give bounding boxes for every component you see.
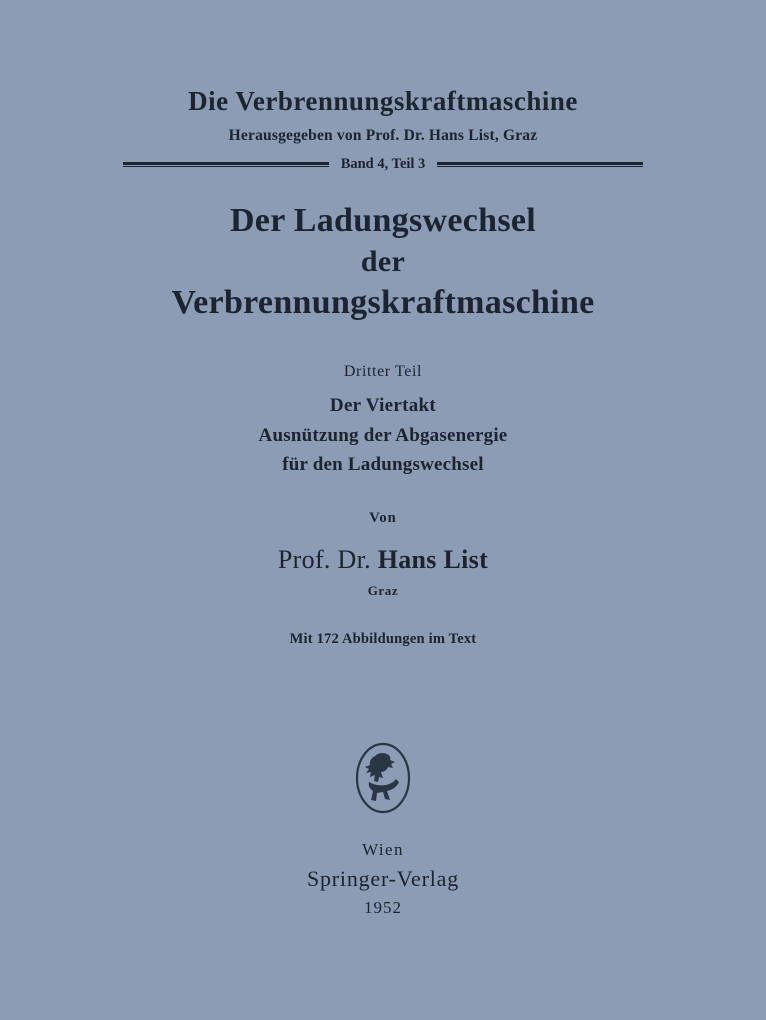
- page-title: [171, 199, 594, 324]
- subtitle-line-b: für den Ladungswechsel: [282, 454, 484, 476]
- subtitle-line-a: Ausnützung der Abgasenergie: [258, 424, 508, 446]
- subtitle-block: [259, 360, 508, 479]
- author-name: [278, 545, 488, 575]
- springer-horse-logo-icon: [347, 732, 419, 824]
- subtitle-topic: Der Viertakt: [329, 395, 437, 417]
- title-line-2: der: [360, 244, 406, 278]
- series-editor: Herausgegeben von Prof. Dr. Hans List, Graz: [228, 127, 538, 144]
- band-rule-right: [437, 162, 643, 167]
- volume-band: [123, 156, 643, 173]
- title-line-1: Der Ladungswechsel: [229, 202, 537, 239]
- byline-von: Von: [369, 509, 397, 526]
- subtitle-part: Dritter Teil: [343, 363, 423, 381]
- figures-note: Mit 172 Abbildungen im Text: [289, 630, 477, 647]
- series-title: Die Verbrennungskraftmaschine: [188, 86, 578, 116]
- volume-label: Band 4, Teil 3: [340, 156, 426, 172]
- band-rule-left: [123, 162, 329, 167]
- author-city: Graz: [367, 582, 399, 598]
- author-prefix: Prof. Dr.: [277, 544, 371, 574]
- imprint: [0, 840, 766, 918]
- title-line-3: Verbrennungskraftmaschine: [171, 283, 595, 321]
- imprint-year: 1952: [364, 898, 402, 917]
- imprint-city: Wien: [362, 840, 404, 859]
- imprint-publisher: Springer-Verlag: [306, 866, 460, 891]
- author-fullname: Hans List: [377, 544, 489, 574]
